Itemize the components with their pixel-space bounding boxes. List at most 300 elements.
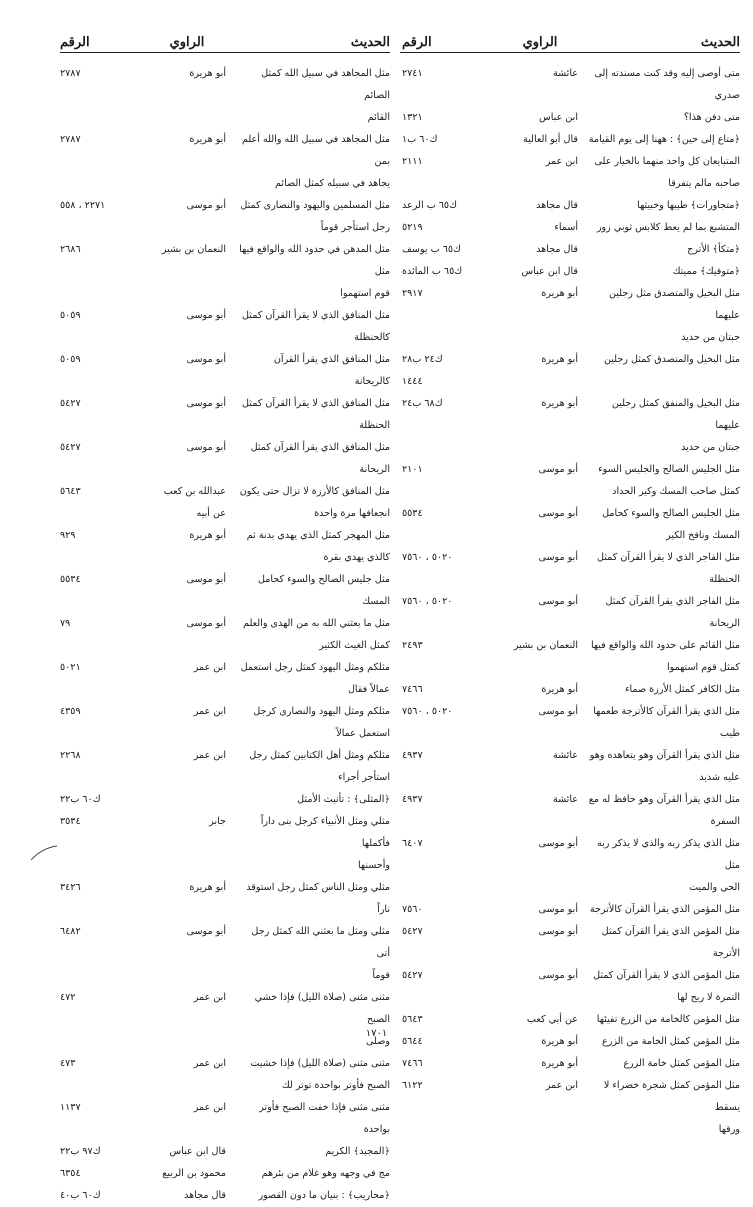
narrator-name xyxy=(502,481,578,503)
index-row xyxy=(400,349,740,371)
hadith-number: ٥٦٤٣ xyxy=(402,1014,423,1025)
narrator-name xyxy=(148,965,226,987)
index-row xyxy=(60,1163,390,1185)
index-row xyxy=(400,921,740,965)
hadith-text: جبتان من حديد xyxy=(681,442,740,453)
hadith-number xyxy=(60,415,138,437)
hadith-text: رجل استأجر قوماً xyxy=(320,222,390,233)
index-row xyxy=(60,63,390,107)
hadith-text: التمرة لا ريح لها xyxy=(677,992,740,1003)
index-row xyxy=(400,393,740,437)
index-row xyxy=(400,217,740,239)
hadith-number xyxy=(402,811,492,833)
hadith-text: الحي والميت xyxy=(689,882,740,893)
right-rows xyxy=(400,63,740,1141)
hadith-text: الريحانة xyxy=(359,464,390,475)
hadith-number xyxy=(402,173,492,195)
hadith-number: ٥٠٢٠ ، ٧٥٦٠ xyxy=(402,552,453,563)
index-row xyxy=(60,745,390,767)
index-row xyxy=(60,855,390,877)
hadith-text: مثل المنافق الذي يقرأ القرآن كالريحانة xyxy=(273,354,390,387)
narrator-name xyxy=(502,85,578,107)
narrator-name: أبو موسى xyxy=(538,706,578,717)
hadith-text: كمثل الغيث الكثير xyxy=(319,640,390,651)
index-row xyxy=(60,217,390,239)
narrator-name xyxy=(502,657,578,679)
hadith-text: متى أوصى إليه وقد كنت مسندته إلى xyxy=(594,68,740,79)
narrator-name: أبو موسى xyxy=(538,904,578,915)
narrator-name: أبو موسى xyxy=(186,310,226,321)
index-row xyxy=(400,481,740,503)
index-row xyxy=(60,173,390,195)
hadith-text: ﴿المثلى﴾ : تأنيث الأمثل xyxy=(297,794,390,805)
narrator-name: النعمان بن بشير xyxy=(513,640,578,651)
narrator-name: أبو موسى xyxy=(186,618,226,629)
hadith-text: وصلى xyxy=(366,1036,390,1047)
index-row xyxy=(60,393,390,415)
hadith-number: ٢٦٨٦ xyxy=(60,244,81,255)
header-narrator: الراوي xyxy=(169,35,205,50)
narrator-name: عائشة xyxy=(552,68,578,79)
hadith-text: مثل الذي يقرأ القرآن وهو يتعاهده وهو xyxy=(589,750,740,761)
hadith-number: ٥٠٢٠ ، ٧٥٦٠ xyxy=(402,706,453,717)
hadith-number: ك٢٤ ب٢٨ xyxy=(402,354,443,365)
narrator-name: عبدالله بن كعب xyxy=(163,486,226,497)
index-row xyxy=(400,1053,740,1075)
narrator-name: ابن عمر xyxy=(193,662,226,673)
hadith-number: ٤٣٥٩ xyxy=(60,706,81,717)
hadith-text: مثل الفاجر الذي لا يقرأ القرآن كمثل xyxy=(597,552,740,563)
index-row xyxy=(400,437,740,459)
hadith-text: انجعافها مرة واحدة xyxy=(314,508,390,519)
hadith-number: ٦٣٥٤ xyxy=(60,1168,81,1179)
hadith-number: ٢٧٨٧ xyxy=(60,68,81,79)
hadith-number xyxy=(402,877,492,899)
hadith-text: مثلي ومثل الأنبياء كرجل بنى داراً فأكملها xyxy=(260,816,390,849)
hadith-number: ك٦٠ ب٢٢ xyxy=(60,794,101,805)
hadith-number: ٥٠٢١ xyxy=(60,662,81,673)
narrator-name xyxy=(502,767,578,789)
narrator-name: أبو هريرة xyxy=(189,68,226,79)
hadith-number: ٥٠٢٠ ، ٧٥٦٠ xyxy=(402,596,453,607)
hadith-text: مج في وجهه وهو غلام من بئرهم xyxy=(261,1168,390,1179)
hadith-text xyxy=(588,371,740,393)
narrator-name xyxy=(502,525,578,547)
narrator-name xyxy=(148,855,226,877)
hadith-number: ٤٧٣ xyxy=(60,1058,76,1069)
hadith-text: مثل الكافر كمثل الأرزة صماء xyxy=(624,684,740,695)
hadith-text: متى دفن هذا؟ xyxy=(683,112,740,123)
hadith-text: مثل الذي يقرأ القرآن وهو حافظ له مع xyxy=(588,794,740,805)
hadith-number xyxy=(60,459,138,481)
narrator-name: ابن عباس xyxy=(539,112,578,123)
narrator-name: ابن عمر xyxy=(193,1058,226,1069)
index-row xyxy=(400,371,740,393)
hadith-text: مثلي ومثل الناس كمثل رجل استوقد ناراً xyxy=(246,882,390,915)
hadith-text: مثل البخيل والمنفق كمثل رجلين عليهما xyxy=(611,398,740,431)
index-row xyxy=(400,1119,740,1141)
hadith-number xyxy=(402,327,492,349)
hadith-number xyxy=(402,437,492,459)
hadith-number xyxy=(60,327,138,349)
hadith-number: ١١٣٧ xyxy=(60,1102,81,1113)
narrator-name: أبو هريرة xyxy=(541,398,578,409)
index-row xyxy=(60,657,390,679)
hadith-number: ١٤٤٤ xyxy=(402,376,423,387)
index-row xyxy=(400,745,740,767)
hadith-number xyxy=(402,1119,492,1141)
hadith-number: ٢٢٧١ ، ٥٥٨ xyxy=(60,200,106,211)
hadith-number: ٥٠٥٩ xyxy=(60,310,81,321)
hadith-number: ٧٤٦٦ xyxy=(402,684,423,695)
hadith-text: جبتان من حديد xyxy=(681,332,740,343)
left-column-header xyxy=(60,28,390,53)
right-column-header xyxy=(400,28,740,53)
index-row xyxy=(60,921,390,965)
hadith-number: ٢٤٩٣ xyxy=(402,640,423,651)
index-row xyxy=(60,195,390,217)
narrator-name: قال مجاهد xyxy=(536,244,578,255)
index-row xyxy=(60,613,390,635)
index-row xyxy=(400,151,740,173)
narrator-name xyxy=(148,283,226,305)
hadith-text: قوم استهموا xyxy=(340,288,390,299)
hadith-number: ٦٤٨٢ xyxy=(60,926,81,937)
narrator-name xyxy=(148,679,226,701)
index-row xyxy=(400,261,740,283)
narrator-name: ابن عمر xyxy=(545,156,578,167)
hadith-text: مثل المنافق الذي لا يقرأ القرآن كمثل xyxy=(242,398,390,409)
hadith-number xyxy=(60,283,138,305)
hadith-text: ﴿المجيد﴾ الكريم xyxy=(325,1146,390,1157)
hadith-text: مثل المجاهد في سبيل الله والله أعلم بمن xyxy=(241,134,390,167)
hadith-number: ك٦٥ ب الرعد xyxy=(402,200,458,211)
narrator-name: ابن عمر xyxy=(193,706,226,717)
index-row xyxy=(60,327,390,349)
hadith-text: مثل المهجر كمثل الذي يهدي بدنة ثم xyxy=(246,530,390,541)
hadith-number: ك٦٥ ب المائدة xyxy=(402,266,463,277)
hadith-text: مثلكم ومثل اليهود كمثل رجل استعمل xyxy=(240,662,390,673)
index-row xyxy=(400,239,740,261)
hadith-text: مثل المؤمن كمثل خامة الزرع xyxy=(623,1058,740,1069)
hadith-text: المسك ونافخ الكير xyxy=(666,530,740,541)
hadith-number: ٥٠٥٩ xyxy=(60,354,81,365)
hadith-text: مثل ما بعثني الله به من الهدى والعلم xyxy=(243,618,390,629)
narrator-name xyxy=(502,723,578,745)
narrator-name: أبو موسى xyxy=(186,398,226,409)
narrator-name: أبو هريرة xyxy=(541,354,578,365)
index-row xyxy=(60,459,390,481)
hadith-number: ١٣٢١ xyxy=(402,112,423,123)
hadith-number xyxy=(60,723,138,745)
index-row xyxy=(60,1141,390,1163)
narrator-name: جابر xyxy=(209,816,226,827)
narrator-name: ابن عمر xyxy=(193,992,226,1003)
hadith-number xyxy=(402,569,492,591)
hadith-text: مثل المجاهد في سبيل الله كمثل الصائم xyxy=(261,68,390,101)
hadith-text: مثل الذي يذكر ربه والذي لا يذكر ربه مثل xyxy=(596,838,740,871)
index-row xyxy=(60,107,390,129)
hadith-text: مثل الذي يقرأ القرآن كالأترجة طعمها xyxy=(593,706,740,717)
index-row xyxy=(60,503,390,525)
hadith-number: ك٦٥ ب يوسف xyxy=(402,244,461,255)
narrator-name xyxy=(148,327,226,349)
hadith-text: مثل المنافق الذي لا يقرأ القرآن كمثل xyxy=(242,310,390,321)
index-row xyxy=(400,129,740,151)
header-number: الرقم xyxy=(60,35,90,50)
hadith-text: مثل المنافق الذي يقرأ القرآن كمثل xyxy=(250,442,390,453)
narrator-name: أبو موسى xyxy=(538,838,578,849)
narrator-name: أبو هريرة xyxy=(189,882,226,893)
narrator-name: أبو موسى xyxy=(186,354,226,365)
index-row xyxy=(400,327,740,349)
narrator-name xyxy=(502,437,578,459)
hadith-number xyxy=(60,965,138,987)
header-number: الرقم xyxy=(402,35,432,50)
hadith-text: وأحسنها xyxy=(357,860,390,871)
hadith-number xyxy=(402,767,492,789)
index-row xyxy=(400,195,740,217)
index-row xyxy=(60,547,390,569)
narrator-name: عن أبيه xyxy=(196,508,226,519)
hadith-number: ك٦٠ ب٤٠ xyxy=(60,1190,101,1201)
index-row xyxy=(60,701,390,723)
narrator-name: أبو موسى xyxy=(186,574,226,585)
narrator-name: قال ابن عباس xyxy=(521,266,578,277)
index-row xyxy=(400,767,740,789)
hadith-text: صاحبه مالم يتفرقا xyxy=(668,178,740,189)
hadith-text: مثل الفاجر الذي يقرأ القرآن كمثل الريحانة xyxy=(605,596,740,629)
index-row xyxy=(60,767,390,789)
header-narrator: الراوي xyxy=(522,35,558,50)
page-number: ١٧٠١ xyxy=(365,1028,388,1039)
hadith-number: ٤٧٢ xyxy=(60,992,76,1003)
index-row xyxy=(60,239,390,283)
hadith-text: صدري xyxy=(714,90,740,101)
narrator-name: النعمان بن بشير xyxy=(161,244,226,255)
narrator-name: أبو موسى xyxy=(538,596,578,607)
narrator-name: قال مجاهد xyxy=(536,200,578,211)
index-row xyxy=(60,591,390,613)
index-row xyxy=(400,657,740,679)
index-row xyxy=(400,107,740,129)
index-row xyxy=(60,789,390,811)
hadith-number xyxy=(60,547,138,569)
narrator-name: أبو هريرة xyxy=(541,1058,578,1069)
hadith-text: ﴿متكأ﴾ الأترج xyxy=(687,244,740,255)
hadith-number: ٥٢١٩ xyxy=(402,222,423,233)
hadith-text: الحنظلة xyxy=(709,574,740,585)
index-row xyxy=(60,987,390,1031)
narrator-name: أبو موسى xyxy=(186,200,226,211)
hadith-number: ك٩٧ ب٢٢ xyxy=(60,1146,101,1157)
hadith-text: مثل جليس الصالح والسوء كحامل xyxy=(257,574,390,585)
narrator-name: أبو موسى xyxy=(186,926,226,937)
hadith-number: ٦١٢٢ xyxy=(402,1080,423,1091)
index-row xyxy=(60,525,390,547)
hadith-text: طيب xyxy=(720,728,740,739)
hadith-number xyxy=(402,85,492,107)
index-row xyxy=(60,305,390,327)
narrator-name: أبو موسى xyxy=(538,464,578,475)
narrator-name xyxy=(502,173,578,195)
index-row xyxy=(400,85,740,107)
hadith-number xyxy=(60,173,138,195)
index-row xyxy=(60,635,390,657)
narrator-name: أبو هريرة xyxy=(541,1036,578,1047)
hadith-number xyxy=(60,679,138,701)
narrator-name xyxy=(148,547,226,569)
hadith-text: ﴿متوفيك﴾ مميتك xyxy=(672,266,740,277)
hadith-text: مثل المؤمن الذي لا يقرأ القرآن كمثل xyxy=(593,970,740,981)
index-row xyxy=(60,723,390,745)
hadith-number: ٥٦٤٤ xyxy=(402,1036,423,1047)
hadith-number xyxy=(402,723,492,745)
hadith-text: عمالاً فقال xyxy=(347,684,390,695)
hadith-text: استعمل عمالاً xyxy=(336,728,390,739)
hadith-number xyxy=(402,657,492,679)
index-row xyxy=(60,283,390,305)
index-row xyxy=(400,1075,740,1119)
narrator-name xyxy=(148,415,226,437)
hadith-text: ﴿محاريب﴾ : بنيان ما دون القصور xyxy=(258,1190,390,1201)
index-row xyxy=(60,569,390,591)
header-hadith: الحديث xyxy=(350,35,390,50)
narrator-name xyxy=(502,811,578,833)
hadith-number xyxy=(60,107,138,129)
hadith-text: ﴿متاع إلى حين﴾ : ههنا إلى يوم القيامة xyxy=(588,134,740,145)
hadith-number: ٧٤٦٦ xyxy=(402,1058,423,1069)
header-hadith: الحديث xyxy=(700,35,740,50)
narrator-name: عن أبي كعب xyxy=(526,1014,578,1025)
hadith-number: ٣٤٢٦ xyxy=(60,882,81,893)
narrator-name xyxy=(148,1075,226,1097)
narrator-name xyxy=(148,173,226,195)
index-row xyxy=(400,899,740,921)
index-row xyxy=(400,283,740,327)
hadith-text: استأجر أجراء xyxy=(338,772,390,783)
hadith-text: القائم xyxy=(367,112,390,123)
hadith-number xyxy=(60,855,138,877)
narrator-name: ابن عمر xyxy=(545,1080,578,1091)
hadith-text: مثل الجليس الصالح والجليس السوء xyxy=(598,464,740,475)
narrator-name: أبو موسى xyxy=(186,442,226,453)
narrator-name: أبو موسى xyxy=(538,926,578,937)
hadith-text: السفرة xyxy=(710,816,740,827)
narrator-name xyxy=(502,877,578,899)
narrator-name: قال أبو العالية xyxy=(523,134,578,145)
hadith-number xyxy=(60,635,138,657)
hadith-number: ك٦٨ ب٢٤ xyxy=(402,398,443,409)
index-row xyxy=(60,349,390,393)
index-row xyxy=(400,789,740,811)
hadith-text: مثلكم ومثل أهل الكتابين كمثل رجل xyxy=(249,750,390,761)
hadith-text: مثل القائم على حدود الله والواقع فيها xyxy=(590,640,740,651)
hadith-number xyxy=(402,481,492,503)
hadith-number: ٧٩ xyxy=(60,618,71,629)
index-row xyxy=(60,811,390,855)
hadith-number xyxy=(60,767,138,789)
hadith-number: ٣٥٣٤ xyxy=(60,816,81,827)
hadith-number: ٦٤٠٧ xyxy=(402,838,423,849)
hadith-number: ٥٦٤٣ xyxy=(60,486,81,497)
margin-pen-mark xyxy=(30,844,58,862)
index-row xyxy=(400,965,740,987)
narrator-name xyxy=(148,107,226,129)
index-row xyxy=(400,459,740,481)
index-row xyxy=(400,63,740,85)
narrator-name xyxy=(502,327,578,349)
narrator-name xyxy=(148,767,226,789)
hadith-text: مثل المؤمن الذي يقرأ القرآن كالأترجة xyxy=(589,904,740,915)
hadith-text: كالحنظلة xyxy=(354,332,390,343)
hadith-number: ٢٧٤١ xyxy=(402,68,423,79)
index-row xyxy=(400,547,740,569)
hadith-number: ٥٤٢٧ xyxy=(60,442,81,453)
hadith-text: مثل المؤمن كالخامة من الزرع تفيئها xyxy=(596,1014,740,1025)
hadith-number: ٢٧٨٧ xyxy=(60,134,81,145)
hadith-text: المتبايعان كل واحد منهما بالخيار على xyxy=(594,156,740,167)
narrator-name: أبو موسى xyxy=(538,970,578,981)
index-row xyxy=(400,173,740,195)
hadith-number xyxy=(60,503,138,525)
hadith-text: مثنى مثنى (صلاة الليل) فإذا خشيت xyxy=(250,1058,390,1069)
narrator-name: أبو هريرة xyxy=(541,684,578,695)
index-row xyxy=(400,591,740,635)
narrator-name: ابن عمر xyxy=(193,1102,226,1113)
hadith-number: ٩٢٩ xyxy=(60,530,76,541)
index-row xyxy=(400,569,740,591)
narrator-name xyxy=(148,789,226,811)
hadith-number: ٧٥٦٠ xyxy=(402,904,423,915)
hadith-text: ﴿متجاورات﴾ طيبها وخبيثها xyxy=(637,200,740,211)
index-row xyxy=(60,437,390,459)
index-row xyxy=(400,635,740,657)
narrator-name xyxy=(148,723,226,745)
index-row xyxy=(60,415,390,437)
narrator-name: قال مجاهد xyxy=(184,1190,226,1201)
hadith-number: ٢١١١ xyxy=(402,156,423,167)
hadith-text: مثنى مثنى (صلاة الليل) فإذا خشي الصبح xyxy=(254,992,390,1025)
index-row xyxy=(60,877,390,921)
hadith-text: مثل البخيل والمتصدق مثل رجلين عليهما xyxy=(608,288,740,321)
hadith-text: المسك xyxy=(362,596,390,607)
hadith-text: مثلي ومثل ما بعثني الله كمثل رجل أتى xyxy=(251,926,390,959)
hadith-text: مثل المؤمن كمثل الخامة من الزرع xyxy=(601,1036,740,1047)
hadith-text: كمثل صاحب المسك وكير الحداد xyxy=(612,486,740,497)
index-row xyxy=(60,481,390,503)
narrator-name xyxy=(148,635,226,657)
narrator-name xyxy=(502,1119,578,1141)
index-row xyxy=(400,987,740,1009)
index-row xyxy=(400,525,740,547)
narrator-name: قال ابن عباس xyxy=(169,1146,226,1157)
hadith-number xyxy=(60,1075,138,1097)
hadith-number: ٥٤٢٧ xyxy=(402,926,423,937)
hadith-number xyxy=(60,591,138,613)
hadith-number: ٥٤٢٧ xyxy=(60,398,81,409)
hadith-number: ٥٥٣٤ xyxy=(402,508,423,519)
hadith-text: يجاهد في سبيله كمثل الصائم xyxy=(275,178,390,189)
hadith-text: مثل المنافق كالأرزة لا تزال حتى يكون xyxy=(239,486,390,497)
hadith-number: ٤٩٣٧ xyxy=(402,794,423,805)
hadith-text: مثلكم ومثل اليهود والنصارى كرجل xyxy=(253,706,390,717)
index-row xyxy=(60,965,390,987)
narrator-name: عائشة xyxy=(552,794,578,805)
index-row xyxy=(60,679,390,701)
narrator-name: ابن عمر xyxy=(193,750,226,761)
hadith-text: مثنى مثنى فإذا خفت الصبح فأوتر بواحدة xyxy=(259,1102,390,1135)
